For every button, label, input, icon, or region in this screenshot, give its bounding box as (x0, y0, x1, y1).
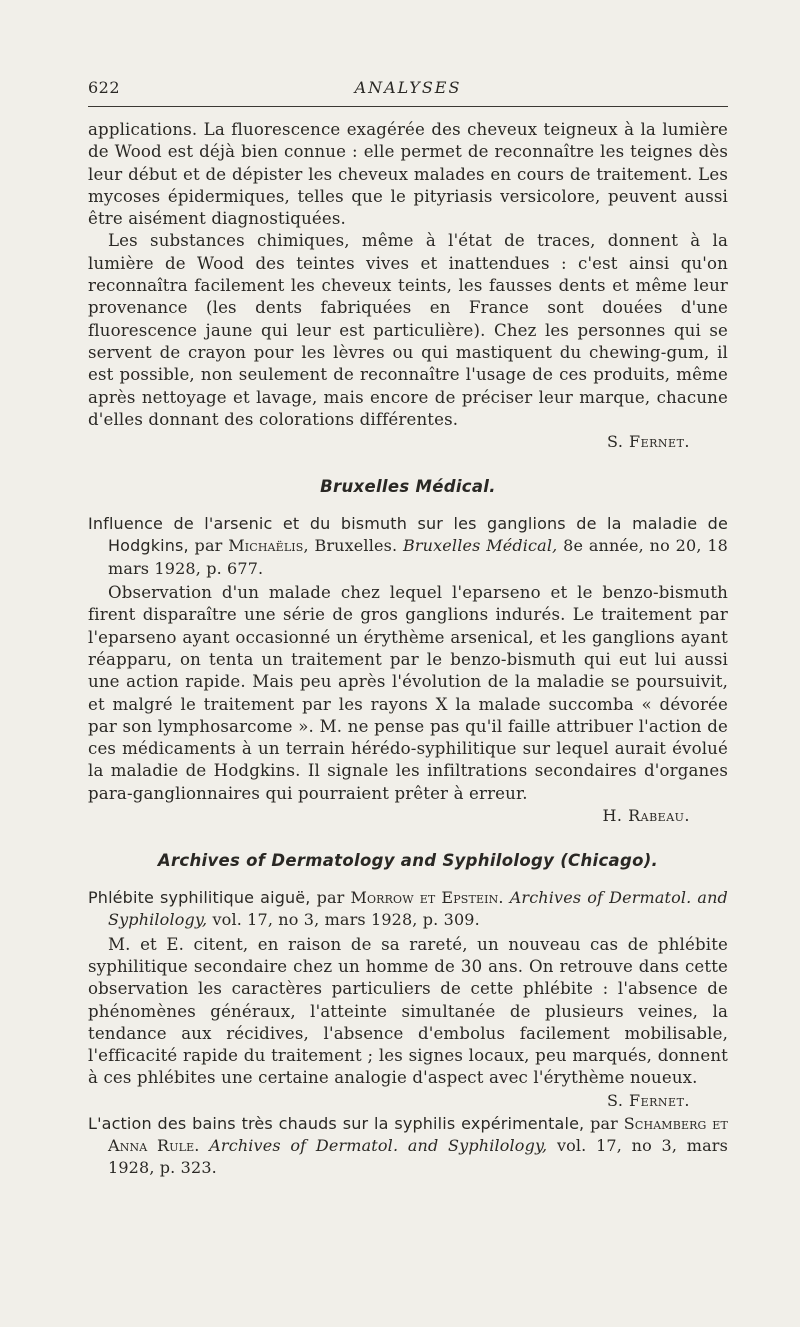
entry-heading: Influence de l'arsenic et du bismuth sur les ganglions de la maladie de Hodgkins, (88, 514, 728, 556)
entry-title-bains (88, 1113, 728, 1180)
entry-source: Archives of Dermatol. and Syphilology, (108, 888, 728, 930)
entry-location: , Bruxelles. (303, 536, 398, 556)
running-head: ANALYSES (354, 78, 462, 97)
page-header (88, 76, 728, 102)
entry-location: . (194, 1135, 200, 1155)
entry-signature-rabeau: H. Rabeau. (602, 806, 690, 826)
entry-by: par (194, 536, 223, 556)
continuation-paragraph-1: applications. La fluorescence exagérée des cheveux teigneux à la lumière de Wood est déjà bien connue : elle permet de reconnaître les teignes dès leur début et de dépister les cheveux malades en cours de traitement. Les mycoses épidermiques, telles que le pityriasis versicolore, peuvent aussi être aisément diagnostiquées. (88, 120, 728, 229)
page-number: 622 (88, 78, 121, 97)
entry-body-hodgkins: Observation d'un malade chez lequel l'eparseno et le benzo-bismuth firent disparaître une série de gros ganglions indurés. Le traitement par l'eparseno ayant occasionné un érythème arsenical, et les ganglions ayant réapparu, on tenta un traitement par le benzo-bismuth qui eut lui aussi une action rapide. Mais peu après l'évolution de la maladie se poursuivit, et malgré le traitement par les rayons X la malade succomba « dévorée par son lymphosarcome ». M. ne pense pas qu'il faille attribuer l'action de ces médicaments à un terrain hérédo-syphilitique sur lequel aurait évolué la maladie de Hodgkins. Il signale les infiltrations secondaires d'organes para-ganglionnaires qui pourraient prêter à erreur. (88, 583, 728, 803)
entry-authors: Schamberg et Anna Rule (108, 1113, 728, 1155)
entry-source: Bruxelles Médical, (402, 536, 558, 556)
entry-title-hodgkins (88, 513, 728, 580)
entry-heading: L'action des bains très chauds sur la syphilis expérimentale, (88, 1113, 585, 1133)
entry-citation: 8e année, no 20, 18 mars 1928, p. 677. (108, 536, 728, 578)
entry-body-phlebite: M. et E. citent, en raison de sa rareté, un nouveau cas de phlébite syphilitique secondaire chez un homme de 30 ans. On retrouve dans cette observation les caractères particuliers de cette phlébite : l'absence de phénomènes généraux, l'atteinte simultanée de plusieurs veines, la tendance aux récidives, l'absence d'embolus facilement mobilisable, l'efficacité rapide du traitement ; les signes locaux, peu marqués, donnent à ces phlébites une certaine analogie d'aspect avec l'érythème noueux. (88, 934, 728, 1088)
continuation-paragraph-2: Les substances chimiques, même à l'état de traces, donnent à la lumière de Wood des teintes vives et inattendues : c'est ainsi qu'on reconnaîtra facilement les cheveux teints, les fausses dents et même leur provenance (les dents fabriquées en France sont douées d'une fluorescence jaune qui leur est particulière). Chez les personnes qui se servent de crayon pour les lèvres ou qui mastiquent du chewing-gum, il est possible, non seulement de reconnaître l'usage de ces produits, même après nettoyage et lavage, mais encore de préciser leur marque, chacune d'elles donnant des colorations différentes. (88, 231, 728, 429)
header-rule (88, 106, 728, 107)
journal-title-bruxelles: Bruxelles Médical. (320, 477, 496, 497)
entry-source: Archives of Dermatol. and Syphilology, (209, 1135, 548, 1155)
continuation-signature: S. Fernet. (606, 432, 690, 452)
entry-authors: Michaëlis (228, 536, 304, 556)
entry-citation: vol. 17, no 3, mars 1928, p. 323. (108, 1135, 728, 1178)
entry-authors: Morrow et Epstein (350, 888, 499, 908)
entry-citation: vol. 17, no 3, mars 1928, p. 309. (212, 910, 480, 930)
entry-by: par (590, 1113, 618, 1133)
journal-title-archives: Archives of Dermatology and Syphilology (Chicago). (157, 851, 659, 871)
entry-title-phlebite (88, 887, 728, 932)
entry-heading: Phlébite syphilitique aiguë, (88, 888, 311, 908)
entry-location: . (498, 888, 504, 908)
entry-by: par (316, 888, 345, 908)
entry-signature-fernet: S. Fernet. (606, 1090, 690, 1110)
